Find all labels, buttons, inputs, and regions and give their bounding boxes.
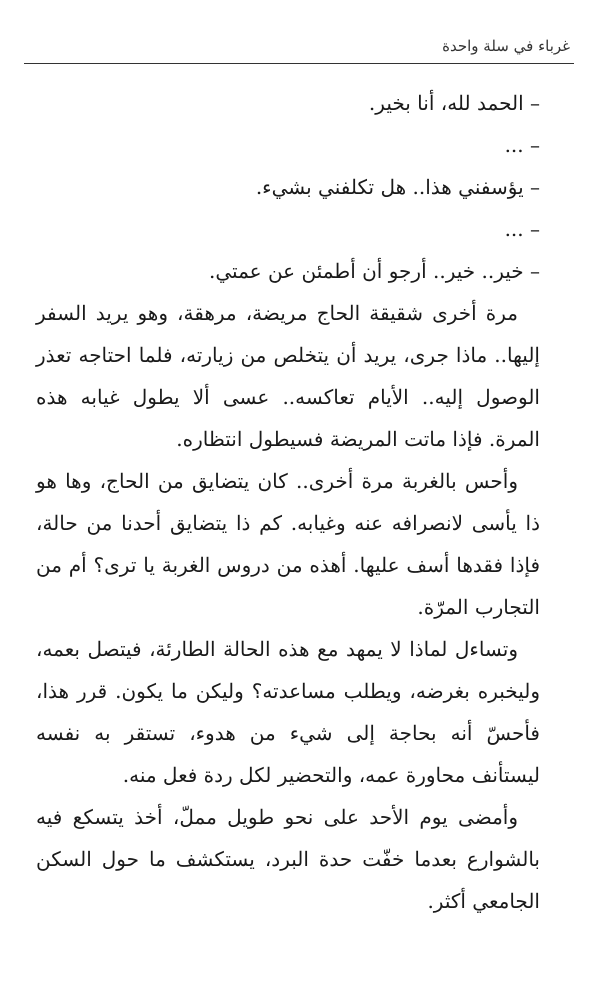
dialogue-line: – يؤسفني هذا.. هل تكلفني بشيء. xyxy=(255,175,540,199)
paragraph: وأحس بالغربة مرة أخرى.. كان يتضايق من الحاج، وها هو ذا يأسى لانصرافه عنه وغيابه. كم ذا يتضايق أحدنا من حالة، فإذا فقدها أسف عليها. أهذه من دروس الغربة يا ترى؟ أم من التجارب المرّة. xyxy=(36,469,540,619)
running-header-title: غرباء في سلة واحدة xyxy=(442,37,570,55)
paragraph: وتساءل لماذا لا يمهد مع هذه الحالة الطارئة، فيتصل بعمه، وليخبره بغرضه، ويطلب مساعدته؟ وليكن ما يكون. قرر هذا، فأحسّ أنه بحاجة إلى شيء من هدوء، تستقر به نفسه ليستأنف محاورة عمه، والتحضير لكل ردة فعل منه. xyxy=(36,637,540,787)
paragraph: وأمضى يوم الأحد على نحو طويل مملّ، أخذ يتسكع فيه بالشوارع بعدما خفّت حدة البرد، يستكشف ما حول السكن الجامعي أكثر. xyxy=(36,805,540,913)
dialogue-line: – خير.. خير.. أرجو أن أطمئن عن عمتي. xyxy=(209,259,540,283)
dialogue-line: – ... xyxy=(504,217,540,241)
header-rule xyxy=(24,63,574,64)
dialogue-line: – الحمد لله، أنا بخير. xyxy=(368,91,540,115)
paragraph: مرة أخرى شقيقة الحاج مريضة، مرهقة، وهو يريد السفر إليها.. ماذا جرى، يريد أن يتخلص من زيارته، فلما احتاجه تعذر الوصول إليه.. الأيام تعاكسه.. عسى ألا يطول غيابه هذه المرة. فإذا ماتت المريضة فسيطول انتظاره. xyxy=(36,301,540,451)
page-body xyxy=(36,82,540,922)
dialogue-line: – ... xyxy=(504,133,540,157)
